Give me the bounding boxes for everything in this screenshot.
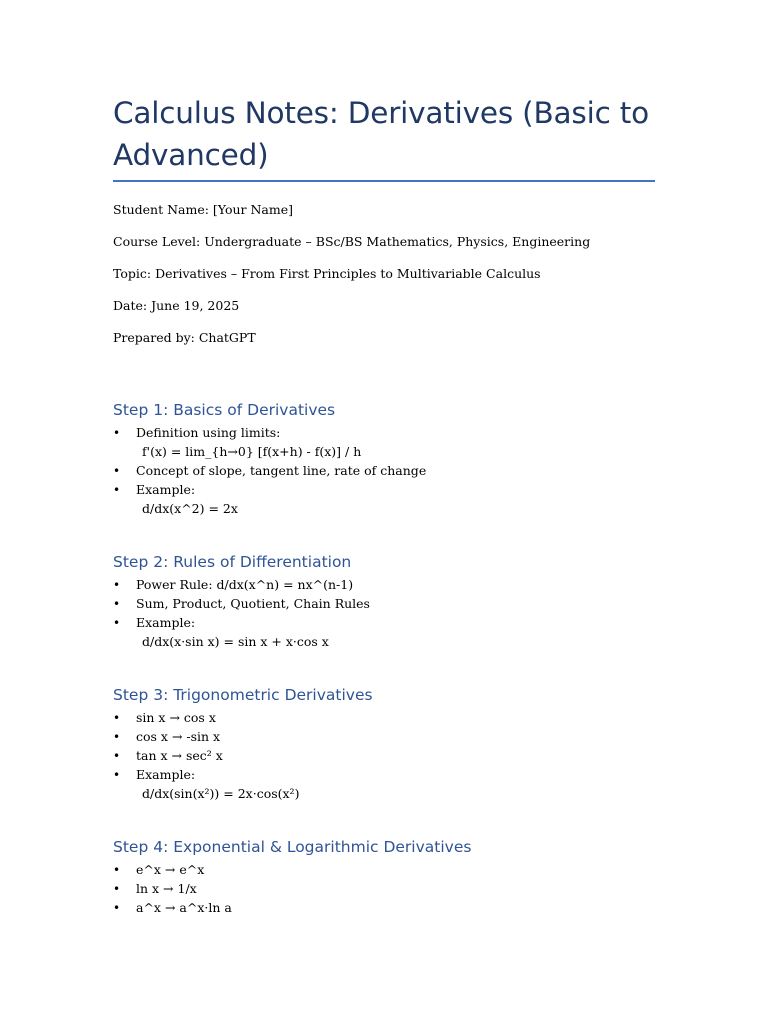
section-heading-step-1: Step 1: Basics of Derivatives: [113, 401, 336, 419]
bullet-icon: •: [113, 426, 121, 440]
student-name-line: Student Name: [Your Name]: [113, 202, 293, 217]
topic-line: Topic: Derivatives – From First Principles to Multivariable Calculus: [113, 266, 541, 281]
list-item-formula: f'(x) = lim_{h→0} [f(x+h) - f(x)] / h: [142, 444, 362, 459]
section-heading-step-3: Step 3: Trigonometric Derivatives: [113, 686, 373, 704]
list-item-text: tan x → sec² x: [136, 748, 223, 763]
prepared-by-line: Prepared by: ChatGPT: [113, 330, 256, 345]
list-item-text: Example:: [136, 482, 196, 497]
title-underline-divider: [113, 180, 655, 182]
bullet-icon: •: [113, 578, 121, 592]
list-item-text: Power Rule: d/dx(x^n) = nx^(n-1): [136, 577, 354, 592]
bullet-icon: •: [113, 616, 121, 630]
list-item-text: Example:: [136, 767, 196, 782]
section-heading-step-2: Step 2: Rules of Differentiation: [113, 553, 352, 571]
bullet-icon: •: [113, 768, 121, 782]
section-heading-step-4: Step 4: Exponential & Logarithmic Derivatives: [113, 838, 472, 856]
bullet-icon: •: [113, 863, 121, 877]
list-item-text: Concept of slope, tangent line, rate of change: [136, 463, 427, 478]
bullet-icon: •: [113, 901, 121, 915]
list-item-text: Sum, Product, Quotient, Chain Rules: [136, 596, 370, 611]
list-item-text: ln x → 1/x: [136, 881, 197, 896]
bullet-icon: •: [113, 597, 121, 611]
list-item-text: sin x → cos x: [136, 710, 216, 725]
course-level-line: Course Level: Undergraduate – BSc/BS Mathematics, Physics, Engineering: [113, 234, 591, 249]
list-item-formula: d/dx(x^2) = 2x: [142, 501, 238, 516]
date-line: Date: June 19, 2025: [113, 298, 240, 313]
bullet-icon: •: [113, 464, 121, 478]
list-item-formula: d/dx(x·sin x) = sin x + x·cos x: [142, 634, 329, 649]
list-item-formula: d/dx(sin(x²)) = 2x·cos(x²): [142, 786, 300, 801]
bullet-icon: •: [113, 749, 121, 763]
bullet-icon: •: [113, 730, 121, 744]
bullet-icon: •: [113, 882, 121, 896]
list-item-text: Definition using limits:: [136, 425, 281, 440]
bullet-icon: •: [113, 711, 121, 725]
list-item-text: a^x → a^x·ln a: [136, 900, 232, 915]
list-item-text: Example:: [136, 615, 196, 630]
list-item-text: e^x → e^x: [136, 862, 205, 877]
list-item-text: cos x → -sin x: [136, 729, 221, 744]
document-title: Calculus Notes: Derivatives (Basic to Advanced): [113, 96, 649, 172]
bullet-icon: •: [113, 483, 121, 497]
